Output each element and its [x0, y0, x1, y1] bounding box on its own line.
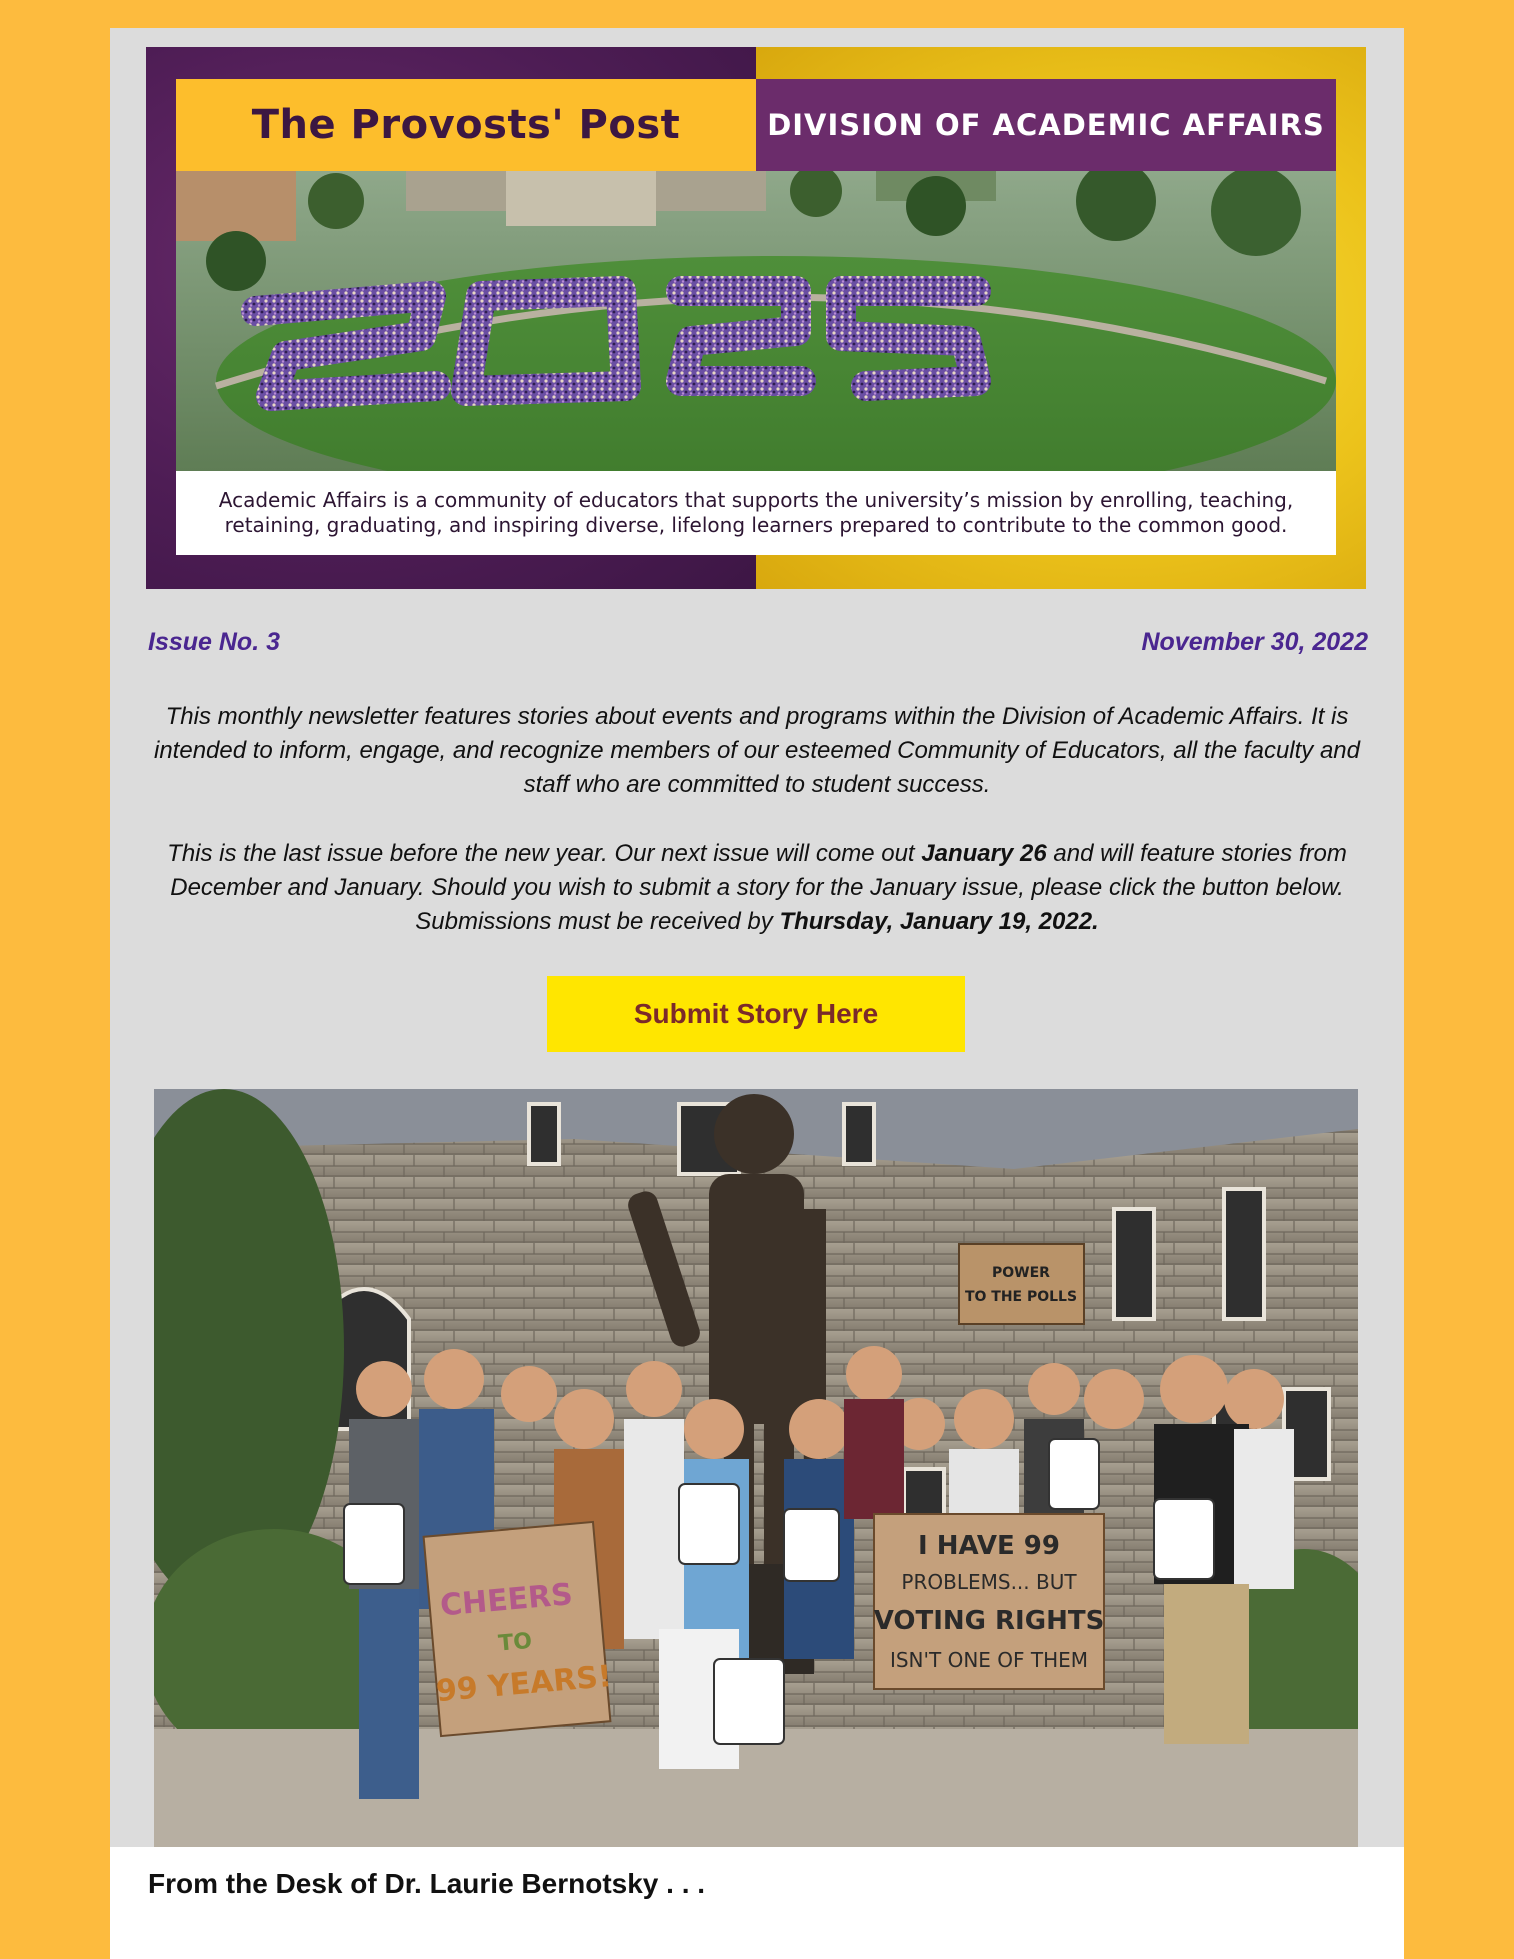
deadline-text-part: This is the last issue before the new year. Our next issue will come out: [167, 840, 922, 867]
newsletter-title: The Provosts' Post: [251, 102, 681, 148]
svg-text:99 YEARS!: 99 YEARS!: [434, 1659, 614, 1710]
mission-statement-box: [176, 471, 1336, 555]
issue-date: November 30, 2022: [1141, 628, 1368, 656]
issue-number: Issue No. 3: [148, 628, 280, 656]
mission-statement: Academic Affairs is a community of educators that supports the university’s mission by enrolling, teaching, retaining, graduating, and inspiring diverse, lifelong learners prepared to contribute to the common good.: [218, 488, 1294, 537]
newsletter-page: [110, 28, 1404, 1959]
sign-power-text: POWER: [992, 1265, 1050, 1281]
svg-text:CHEERS: CHEERS: [438, 1577, 575, 1624]
newsletter-title-box: [176, 79, 756, 171]
submit-story-label: Submit Story Here: [633, 998, 879, 1029]
deadline-paragraph: [150, 837, 1364, 939]
svg-text:VOTING RIGHTS: VOTING RIGHTS: [873, 1606, 1105, 1636]
students-statue-photo: [154, 1089, 1358, 1857]
deadline-text-part: and will feature stories from December and January. Should you wish to submit a story for the January issue, please click the button below. Submissions must be received by: [170, 840, 1347, 935]
svg-text:TO THE POLLS: TO THE POLLS: [964, 1289, 1078, 1305]
header-banner: [146, 47, 1366, 589]
submission-deadline: Thursday, January 19, 2022.: [779, 908, 1099, 935]
next-issue-date: January 26: [921, 840, 1047, 867]
division-title: DIVISION OF ACADEMIC AFFAIRS: [767, 108, 1325, 142]
submit-story-button[interactable]: [547, 976, 965, 1052]
article-section: [110, 1847, 1404, 1959]
svg-text:PROBLEMS... BUT: PROBLEMS... BUT: [901, 1570, 1077, 1594]
section-heading: From the Desk of Dr. Laurie Bernotsky . . .: [148, 1868, 706, 1899]
division-title-box: [756, 79, 1336, 171]
svg-text:I HAVE 99: I HAVE 99: [918, 1531, 1060, 1561]
svg-text:TO: TO: [497, 1628, 534, 1657]
svg-text:ISN'T ONE OF THEM: ISN'T ONE OF THEM: [889, 1648, 1089, 1672]
intro-paragraph: This monthly newsletter features stories about events and programs within the Division of Academic Affairs. It is intended to inform, engage, and recognize members of our esteemed Community of Educators, all the faculty and staff who are committed to student success.: [154, 703, 1360, 798]
class-of-2025-aerial-photo: [176, 171, 1336, 471]
